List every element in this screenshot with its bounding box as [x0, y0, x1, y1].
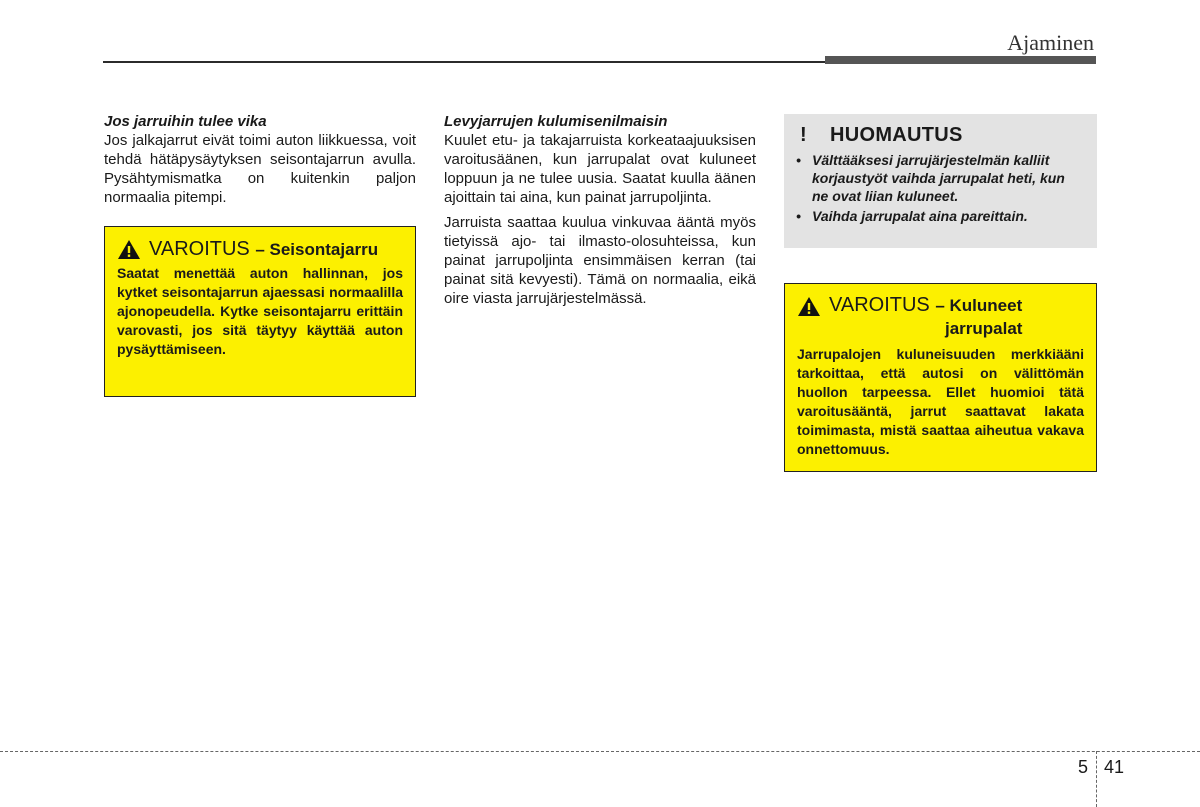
section-paragraph-wear-indicator: Kuulet etu- ja takajarruista korkeataajuuksisen varoitusäänen, kun jarrupalat ovat kuluneet loppuun ja ne tulee uusia. Saatat kuulla äänen ajoittain tai aina, kun painat jarrupoljinta.: [444, 132, 756, 206]
section-paragraph-brake-failure: Jos jalkajarrut eivät toimi auton liikkuessa, voit tehdä hätäpysäytyksen seisontajarrun avulla. Pysähtymismatka on kuitenkin paljon normaalia pitempi.: [104, 132, 416, 206]
warning-title: [149, 237, 378, 262]
warning-box-worn-pads: [784, 283, 1097, 472]
warning-subject: – Kuluneet: [935, 296, 1023, 315]
notice-header: [796, 124, 1085, 147]
header-rule: [103, 61, 825, 63]
footer-divider: [0, 751, 1200, 752]
notice-list: [796, 151, 1085, 225]
list-item: • Välttääksesi jarrujärjestelmän kalliit korjaustyöt vaihda jarrupalat heti, kun ne ovat liian kuluneet.: [796, 151, 1085, 205]
column-middle: [444, 112, 756, 308]
warning-header: [117, 237, 403, 262]
list-item: • Vaihda jarrupalat aina pareittain.: [796, 207, 1085, 225]
warning-subject-continued: jarrupalat: [945, 319, 1023, 338]
warning-subject: – Seisontajarru: [255, 240, 379, 259]
notice-box: [784, 114, 1097, 248]
page-number: 41: [1104, 757, 1125, 777]
section-subheading-brake-failure: Jos jarruihin tulee vika: [104, 113, 267, 130]
page-header-title: Ajaminen: [1007, 30, 1094, 55]
warning-text: Saatat menettää auton hallinnan, jos kytket seisontajarrun ajaessasi normaalilla ajonopeudella. Kytke seisontajarru erittäin varovasti, jos sitä täytyy käyttää auton pysäyttämiseen.: [117, 265, 403, 357]
warning-label: VAROITUS: [149, 238, 250, 260]
warning-triangle-icon: [797, 296, 821, 317]
section-subheading-wear-indicator: Levyjarrujen kulumisenilmaisin: [444, 113, 668, 130]
warning-header: [797, 294, 1084, 317]
warning-text: Jarrupalojen kuluneisuuden merkkiääni tarkoittaa, että autosi on välittömän huollon tarpeessa. Ellet huomioi tätä varoitusääntä, jarrut saattavat lakata toimimasta, mistä saattaa aiheutua vakava onnettomuus.: [797, 346, 1084, 457]
chapter-number: 5: [1078, 757, 1089, 777]
warning-box-parking-brake: [104, 226, 416, 397]
notice-title: HUOMAUTUS: [830, 124, 963, 146]
exclamation-icon: !: [800, 124, 807, 146]
warning-triangle-icon: [117, 239, 141, 260]
header-rule-accent: [825, 56, 1096, 64]
section-paragraph-squeal: Jarruista saattaa kuulua vinkuvaa ääntä myös tietyissä ajo- tai ilmasto-olosuhteissa, kun painat jarrupoljinta ensimmäisen kerran (tai painat sitä kevyesti). Tämä on normaalia, eikä oire viasta jarrujärjestelmässä.: [444, 214, 756, 307]
column-left: [104, 112, 416, 207]
warning-title: [829, 294, 1022, 317]
warning-label: VAROITUS: [829, 294, 930, 316]
footer-divider-vertical: [1096, 751, 1097, 807]
